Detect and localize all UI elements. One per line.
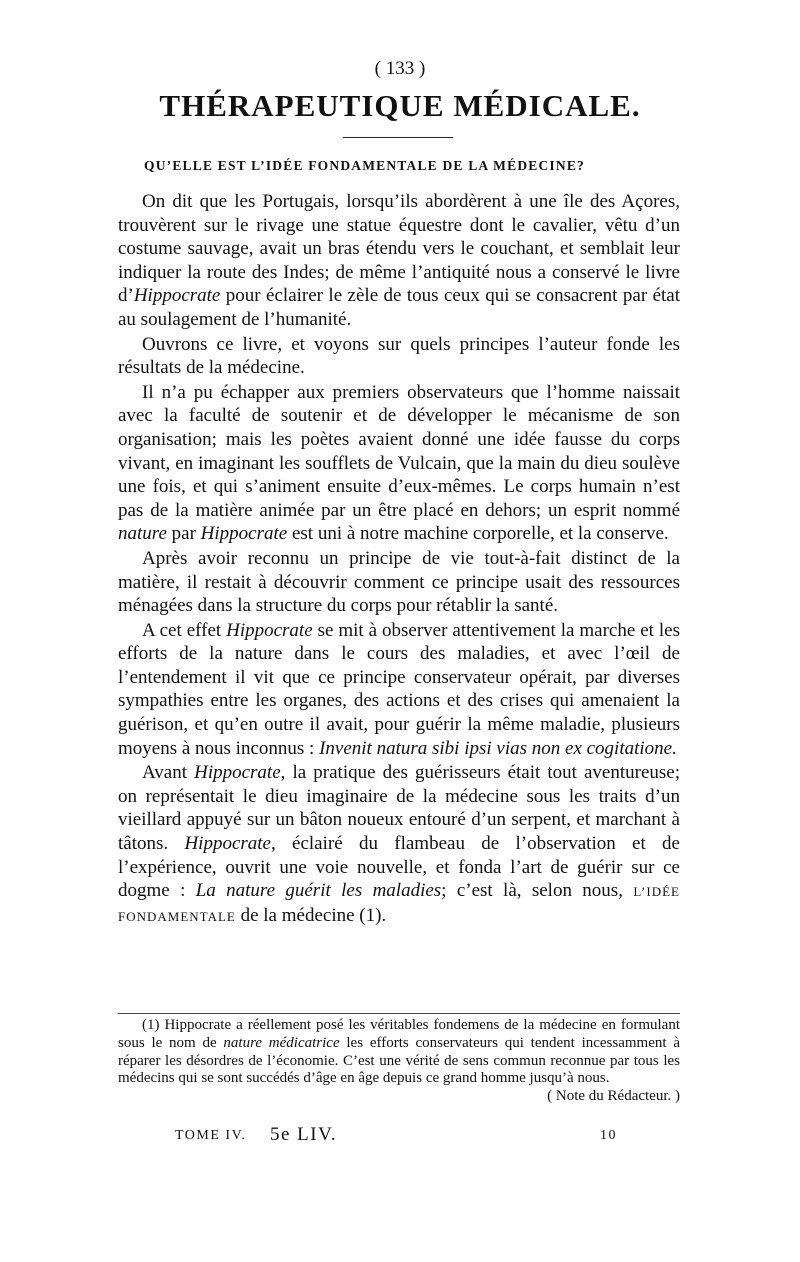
page-title: THÉRAPEUTIQUE MÉDICALE.	[159, 88, 641, 123]
footnote: (1) Hippocrate a réellement posé les véritables fondemens de la médecine en formulant sous le nom de nature médicatrice les efforts conservateurs qui tendent incessamment à réparer les désordres de l’économie. C’est une vérité de sens commun reconnue par tous les médecins qui se sont succédés d’âge en âge depuis ce grand homme jusqu’à nous. ( Note du Rédacteur. )	[118, 1017, 680, 1105]
body-text	[118, 190, 680, 928]
section-subtitle: QU’ELLE EST L’IDÉE FONDAMENTALE DE LA MÉDECINE?	[144, 158, 585, 173]
title-divider	[343, 137, 453, 138]
footnote-divider	[118, 1013, 680, 1014]
volume-mark: TOME IV.	[175, 1128, 247, 1143]
sheet-mark: 5e LIV.	[270, 1124, 338, 1145]
paragraph-3: Il n’a pu échapper aux premiers observateurs que l’homme naissait avec la faculté de soutenir et de développer le mécanisme de son organisation; mais les poètes avaient donné une idée fausse du corps vivant, en imaginant les soufflets de Vulcain, que la main du dieu soulève une fois, et qui s’animent ensuite d’eux-mêmes. Le corps humain n’est pas de la matière animée par un être placé en dehors; un esprit nommé nature par Hippocrate est uni à notre machine corporelle, et la conserve.	[118, 381, 680, 545]
page-number: ( 133 )	[374, 58, 426, 79]
paragraph-2: Ouvrons ce livre, et voyons sur quels principes l’auteur fonde les résultats de la médecine.	[118, 333, 680, 379]
folio-number: 10	[600, 1128, 617, 1143]
paragraph-6: Avant Hippocrate, la pratique des guérisseurs était tout aventureuse; on représentait le dieu imaginaire de la médecine sous les traits d’un vieillard appuyé sur un bâton noueux entouré d’un serpent, et marchant à tâtons. Hippocrate, éclairé du flambeau de l’observation et de l’expérience, ouvrit une voie nouvelle, et fonda l’art de guérir sur ce dogme : La nature guérit les maladies; c’est là, selon nous, L’IDÉE FONDAMENTALE de la médecine (1).	[118, 762, 680, 926]
printer-signature-line	[175, 1124, 625, 1145]
paragraph-4: Après avoir reconnu un principe de vie tout-à-fait distinct de la matière, il restait à découvrir comment ce principe usait des ressources ménagées dans la structure du corps pour rétablir la santé.	[118, 547, 680, 617]
paragraph-1: On dit que les Portugais, lorsqu’ils abordèrent à une île des Açores, trouvèrent sur le rivage une statue équestre dont le cavalier, vêtu d’un costume sauvage, avait un bras étendu vers le couchant, et semblait leur indiquer la route des Indes; de même l’antiquité nous a conservé le livre d’Hippocrate pour éclairer le zèle de tous ceux qui se consacrent par état au soulagement de l’humanité.	[118, 191, 680, 330]
paragraph-5: A cet effet Hippocrate se mit à observer attentivement la marche et les efforts de la nature dans le cours des maladies, et avec l’œil de l’entendement il vit que ce principe conservateur opérait, par diverses sympathies entre les organes, des actions et des crises qui amenaient la guérison, et qu’en outre il avait, pour guérir la même maladie, plusieurs moyens à nous inconnus : Invenit natura sibi ipsi vias non ex cogitatione.	[118, 619, 680, 759]
editor-note: ( Note du Rédacteur. )	[547, 1088, 680, 1105]
